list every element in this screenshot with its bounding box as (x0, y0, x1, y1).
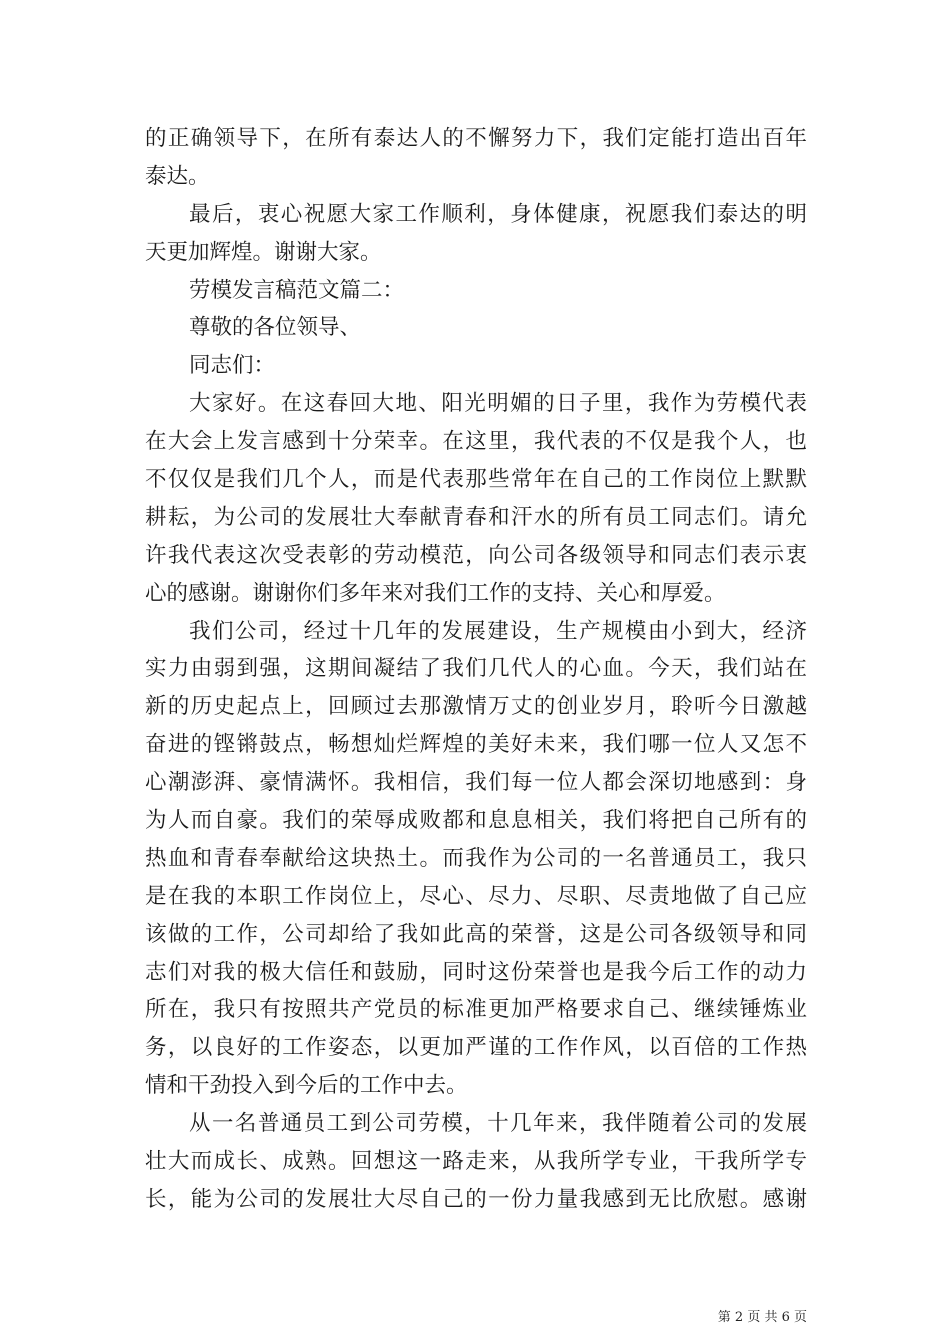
text-line: 为人而自豪。我们的荣辱成败都和息息相关，我们将把自己所有的 (145, 808, 807, 834)
text-line: 在大会上发言感到十分荣幸。在这里，我代表的不仅是我个人，也 (145, 429, 807, 455)
text-line: 最后，衷心祝愿大家工作顺利，身体健康，祝愿我们泰达的明 (189, 201, 807, 227)
text-line: 奋进的铿锵鼓点，畅想灿烂辉煌的美好未来，我们哪一位人又怎不 (145, 732, 807, 758)
text-line: 心潮澎湃、豪情满怀。我相信，我们每一位人都会深切地感到：身 (145, 770, 807, 796)
text-line: 从一名普通员工到公司劳模，十几年来，我伴随着公司的发展 (189, 1111, 807, 1137)
text-line: 我们公司，经过十几年的发展建设，生产规模由小到大，经济 (189, 618, 807, 644)
text-line: 许我代表这次受表彰的劳动模范，向公司各级领导和同志们表示衷 (145, 542, 807, 568)
text-line: 同志们： (189, 353, 276, 379)
text-line: 该做的工作，公司却给了我如此高的荣誉，这是公司各级领导和同 (145, 921, 807, 947)
text-line: 所在，我只有按照共产党员的标准更加严格要求自己、继续锤炼业 (145, 997, 807, 1023)
text-line: 务，以良好的工作姿态，以更加严谨的工作作风，以百倍的工作热 (145, 1035, 807, 1061)
text-line: 心的感谢。谢谢你们多年来对我们工作的支持、关心和厚爱。 (145, 580, 726, 606)
text-line: 的正确领导下，在所有泰达人的不懈努力下，我们定能打造出百年 (145, 126, 807, 151)
text-line: 壮大而成长、成熟。回想这一路走来，从我所学专业，干我所学专 (145, 1149, 807, 1175)
text-line: 热血和青春奉献给这块热土。而我作为公司的一名普通员工，我只 (145, 845, 807, 871)
text-line: 泰达。 (145, 163, 210, 189)
text-line: 志们对我的极大信任和鼓励，同时这份荣誉也是我今后工作的动力 (145, 959, 807, 985)
body-text (145, 120, 807, 1219)
text-line: 新的历史起点上，回顾过去那激情万丈的创业岁月，聆听今日激越 (145, 694, 807, 720)
text-line: 是在我的本职工作岗位上，尽心、尽力、尽职、尽责地做了自己应 (145, 883, 807, 909)
text-line: 劳模发言稿范文篇二： (189, 277, 405, 303)
page-number-footer: 第 2 页 共 6 页 (717, 1310, 807, 1325)
text-line: 不仅仅是我们几个人，而是代表那些常年在自己的工作岗位上默默 (145, 467, 807, 493)
text-line: 尊敬的各位领导、 (189, 315, 362, 341)
text-line: 天更加辉煌。谢谢大家。 (145, 239, 382, 265)
text-line: 大家好。在这春回大地、阳光明媚的日子里，我作为劳模代表 (189, 391, 807, 417)
text-line: 耕耘，为公司的发展壮大奉献青春和汗水的所有员工同志们。请允 (145, 504, 807, 530)
text-line: 实力由弱到强，这期间凝结了我们几代人的心血。今天，我们站在 (145, 656, 807, 682)
text-line: 长，能为公司的发展壮大尽自己的一份力量我感到无比欣慰。感谢 (145, 1186, 807, 1212)
text-line: 情和干劲投入到今后的工作中去。 (145, 1073, 468, 1099)
